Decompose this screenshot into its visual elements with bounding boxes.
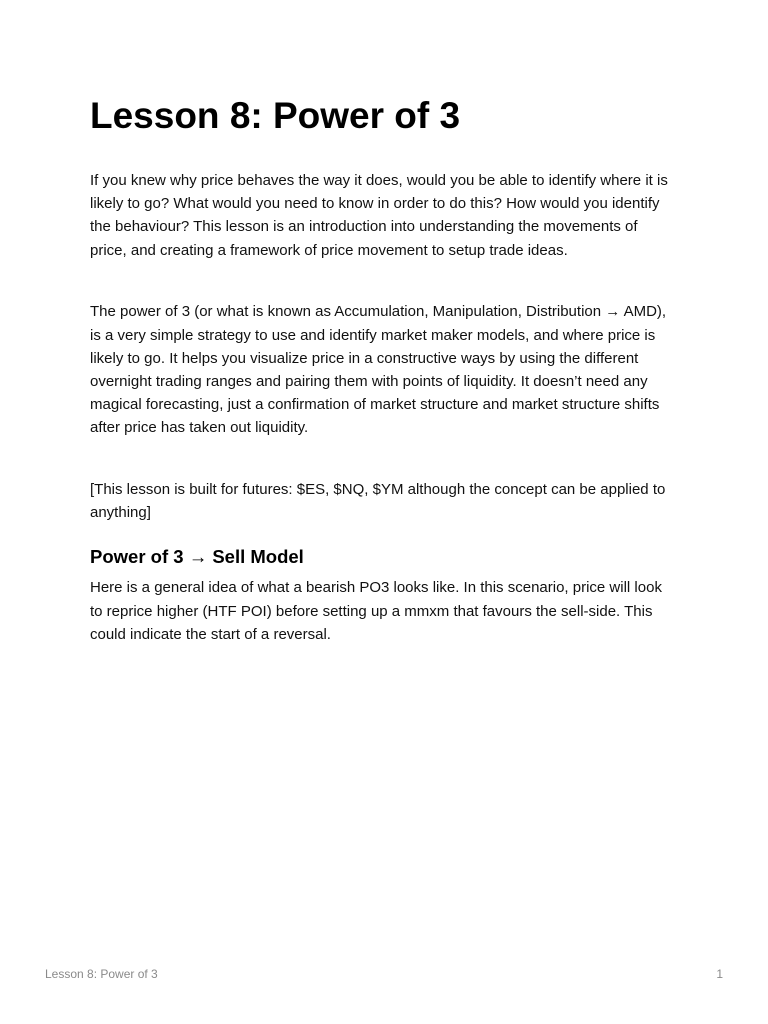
amd-paragraph: The power of 3 (or what is known as Accumulation, Manipulation, Distribution → AMD), is a very simple strategy to use and identify market maker models, and where price is likely to go. It helps you visualize price in a constructive ways by using the different overnight trading ranges and pairing them with points of liquidity. It doesn’t need any magical forecasting, just a confirmation of market structure and market structure shifts after price has taken out liquidity. <box>90 303 667 437</box>
page-content <box>90 93 676 646</box>
page-title: Lesson 8: Power of 3 <box>90 95 461 136</box>
sell-model-description: Here is a general idea of what a bearish PO3 looks like. In this scenario, price will look to reprice higher (HTF POI) before setting up a mmxm that favours the sell-side. This could indicate the start of a reversal. <box>90 579 662 643</box>
intro-paragraph: If you knew why price behaves the way it does, would you be able to identify where it is likely to go? What would you need to know in order to do this? How would you identify the behaviour? This lesson is an introduction into understanding the movements of price, and creating a framework of price movement to setup trade ideas. <box>90 172 668 259</box>
page-number: 1 <box>716 967 723 981</box>
futures-note: [This lesson is built for futures: $ES, $NQ, $YM although the concept can be applied to anything] <box>90 481 666 522</box>
footer-title: Lesson 8: Power of 3 <box>45 967 158 981</box>
sell-model-heading: Power of 3 → Sell Model <box>90 546 304 568</box>
